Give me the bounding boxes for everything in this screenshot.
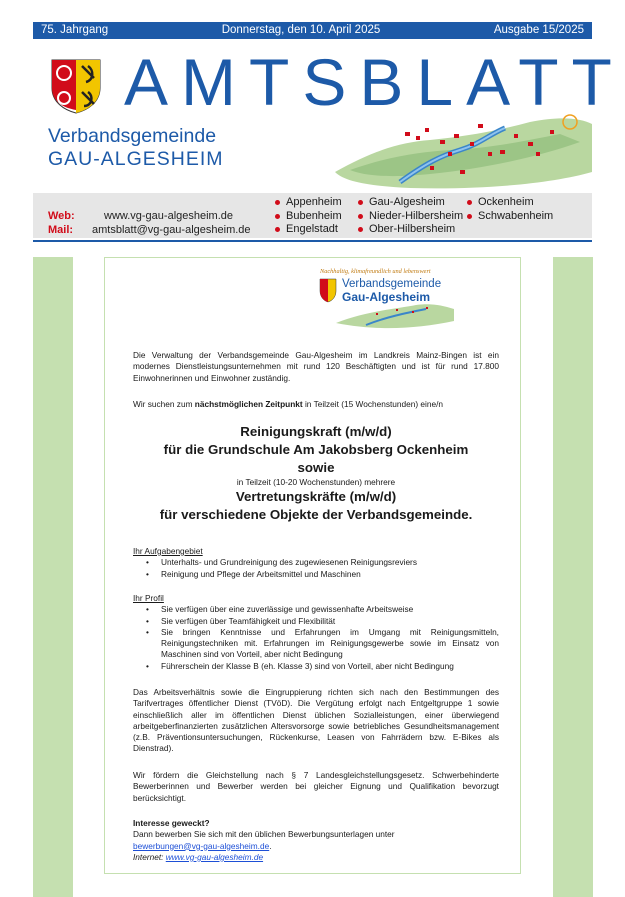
web-label: Web: [48,210,75,222]
profile-item: • Sie verfügen über eine zuverlässige und gewissenhafte Arbeitsweise [133,604,499,615]
job-title-3: sowie [297,460,335,475]
profile-item: • Sie verfügen über Teamfähigkeit und Flexibilität [133,616,499,627]
tasks-heading: Ihr Aufgabengebiet [133,546,203,556]
search-sentence: Wir suchen zum nächstmöglichen Zeitpunkt in Teilzeit (15 Wochenstunden) eine/n [133,399,444,409]
subtitle-line-2: GAU-ALGESHEIM [48,148,224,170]
places-column-1 [274,196,342,237]
conditions-paragraph: Das Arbeitsverhältnis sowie die Eingruppierung richten sich nach den Bestimmungen des Tarifvertrages öffentlicher Dienst (TVöD). Die Vergütung erfolgt nach Entgeltgruppe 1 sowie einschließlich aller im öffentlichen Dienst üblichen Sozialleistungen, einer überwiegend arbeitgeberfinanzierten zusätzlichen Altersvorsorge sowie betriebliches Gesundheitsmanagement (z.B. Präventionsuntersuchungen, Rückenkurse, Leasen von Fahrrädern bzw. E-Bikes als Dienstrad). [133,687,499,754]
profile-item: • Führerschein der Klasse B (eh. Klasse 3) sind von Vorteil, aber nicht Bedingung [133,661,499,672]
website-link[interactable]: www.vg-gau-algesheim.de [165,851,264,862]
right-margin-bar [553,257,593,897]
job-title-2: für die Grundschule Am Jakobsberg Ockenheim [163,442,469,457]
places-column-3 [466,196,553,223]
application-email-link[interactable]: bewerbungen@vg-gau-algesheim.de [133,840,270,851]
job-title-5: für verschiedene Objekte der Verbandsgemeinde. [159,507,473,523]
place-item: Nieder-Hilbersheim [357,210,463,224]
header-bar [33,22,592,39]
places-column-2 [357,196,463,237]
internet-label: Internet: [133,851,166,862]
place-item: Ober-Hilbersheim [357,223,463,237]
place-item: Ockenheim [466,196,553,210]
web-link[interactable]: www.vg-gau-algesheim.de [104,210,234,222]
landscape-illustration-icon [330,112,592,192]
profile-item: • Sie bringen Kenntnisse und Erfahrungen im Umgang mit Reinigungsmitteln, Reinigungstechniken mit. Erfahrungen im Reinigungsgewerbe sowie im Einsatz von Maschinen sind von Vorteil, aber nicht Bedingung [133,627,499,661]
coat-of-arms-icon [50,58,102,114]
equality-paragraph: Wir fördern die Gleichstellung nach § 7 Landesgleichstellungsgesetz. Schwerbehinderte Bewerberinnen und Bewerber werden bei gleicher Eignung und Qualifikation bevorzugt berücksichtigt. [133,770,499,803]
contact-block [48,209,251,237]
mail-label: Mail: [48,224,74,236]
masthead-subtitle [48,125,224,171]
place-item: Engelstadt [274,223,342,237]
task-item: • Reinigung und Pflege der Arbeitsmittel und Maschinen [133,569,499,580]
job-subline: in Teilzeit (10-20 Wochenstunden) mehrere [236,477,396,487]
task-item: • Unterhalts- und Grundreinigung des zugewiesenen Reinigungsreviers [133,557,499,568]
left-margin-bar [33,257,73,897]
issue-date: Donnerstag, den 10. April 2025 [221,24,381,36]
place-item: Bubenheim [274,210,342,224]
issue-number: Ausgabe 15/2025 [493,24,584,36]
mail-link[interactable]: amtsblatt@vg-gau-algesheim.de [92,224,251,236]
subtitle-line-1: Verbandsgemeinde [48,125,217,147]
contact-section: Interesse geweckt? Dann bewerben Sie sich mit den üblichen Bewerbungsunterlagen unter bewerbungen@vg-gau-algesheim.de. Internet: www.vg-gau-algesheim.de [133,818,499,863]
place-item: Schwabenheim [466,210,553,224]
header-divider [33,240,592,242]
profile-section [133,593,499,672]
interest-text: Dann bewerben Sie sich mit den üblichen Bewerbungsunterlagen unter [133,829,395,840]
intro-paragraph: Die Verwaltung der Verbandsgemeinde Gau-Algesheim im Landkreis Mainz-Bingen ist ein modernes Dienstleistungsunternehmen mit rund 120 Beschäftigten und ist für rund 17.800 Einwohnerinnen und Einwohner zuständig. [133,350,499,383]
vg-logo-icon [316,265,458,335]
volume-label: 75. Jahrgang [41,24,109,36]
logo-line-1: Verbandsgemeinde [342,278,442,290]
logo-line-2: Gau-Algesheim [342,290,431,304]
interest-heading: Interesse geweckt? [133,818,210,828]
masthead-title: AMTSBLATT [124,45,625,119]
job-title-4: Vertretungskräfte (m/w/d) [235,489,397,505]
place-item: Appenheim [274,196,342,210]
job-titles [133,423,499,524]
logo-tagline: Nachhaltig, klimafreundlich und lebenswert [320,268,431,275]
job-title-1: Reinigungskraft (m/w/d) [240,424,392,439]
profile-heading: Ihr Profil [133,593,164,603]
tasks-section [133,546,499,580]
place-item: Gau-Algesheim [357,196,463,210]
